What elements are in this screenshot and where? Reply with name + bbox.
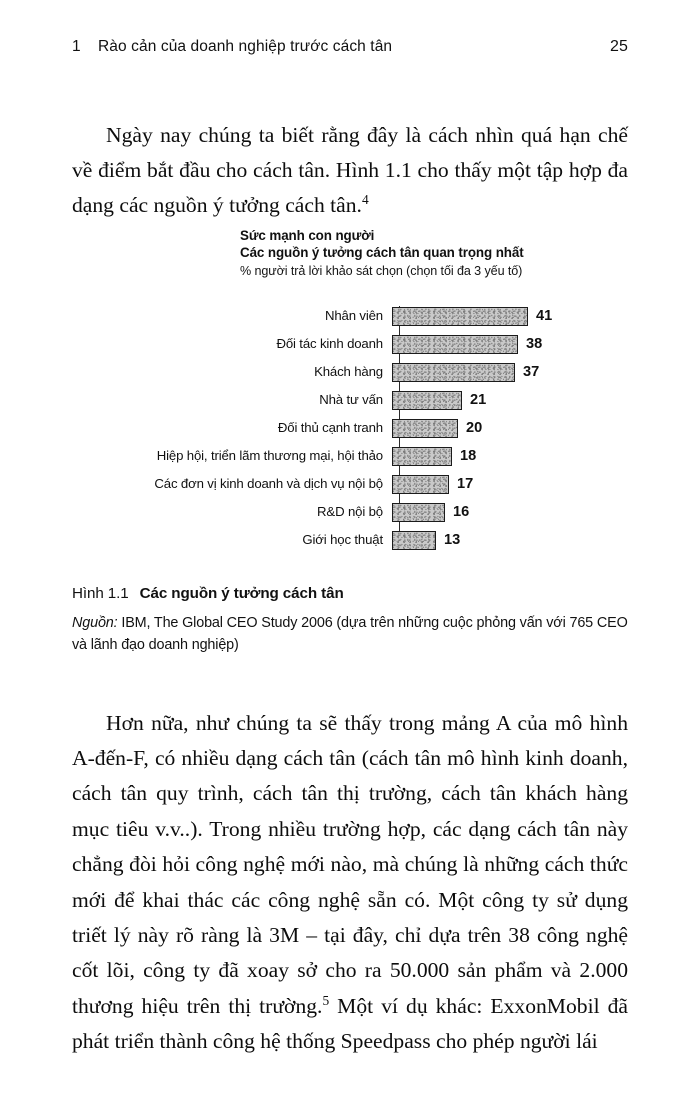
bar-category-label: Giới học thuật xyxy=(302,532,383,547)
bar-rect xyxy=(392,335,518,354)
bar-row xyxy=(72,416,628,440)
caption-figure-number: Hình 1.1 xyxy=(72,585,129,602)
source-text: IBM, The Global CEO Study 2006 (dựa trên những cuộc phỏng vấn với 765 CEO và lãnh đạo doanh nghiệp) xyxy=(72,615,628,653)
bar-row xyxy=(72,472,628,496)
bar-category-label: R&D nội bộ xyxy=(317,504,383,519)
running-head xyxy=(72,38,628,62)
bar-rect xyxy=(392,447,452,466)
bar-row xyxy=(72,304,628,328)
bar-category-label: Đối tác kinh doanh xyxy=(276,336,383,351)
bar-value-label: 17 xyxy=(457,475,474,492)
bar-row xyxy=(72,360,628,384)
bar-value-label: 37 xyxy=(523,363,540,380)
chart-subtitle: Các nguồn ý tưởng cách tân quan trọng nhất xyxy=(240,245,524,260)
bar-value-label: 38 xyxy=(526,335,543,352)
bar-value-label: 21 xyxy=(470,391,487,408)
bar-rect xyxy=(392,363,515,382)
bar-track xyxy=(392,388,628,412)
running-head-chapter-number: 1 xyxy=(72,38,81,55)
bar-category-label: Đối thủ cạnh tranh xyxy=(277,420,383,435)
bar-row xyxy=(72,444,628,468)
paragraph-body-text: Hơn nữa, như chúng ta sẽ thấy trong mảng A của mô hình A-đến-F, có nhiều dạng cách tân (cách tân mô hình kinh doanh, cách tân quy trình, cách tân thị trường, cách tân khách hàng mục tiêu v.v..). Trong nhiều trường hợp, các dạng cách tân này chẳng đòi hỏi công nghệ mới nào, mà chúng là những cách thức mới để khai thác các công nghệ sẵn có. Một công ty sử dụng triết lý này rõ ràng là 3M – tại đây, chỉ dựa trên 38 công nghệ cốt lõi, công ty đã xoay sở cho ra 50.000 sản phẩm và 2.000 thương hiệu trên thị trường. xyxy=(72,710,628,1018)
bar-track xyxy=(392,528,628,552)
figure-1-1 xyxy=(72,228,628,558)
bar-track xyxy=(392,416,628,440)
bar-rect xyxy=(392,391,462,410)
bar-rect xyxy=(392,419,458,438)
bar-track xyxy=(392,444,628,468)
bar-track xyxy=(392,360,628,384)
bar-rect xyxy=(392,531,436,550)
bar-category-label: Nhân viên xyxy=(324,308,383,323)
bar-value-label: 13 xyxy=(444,531,461,548)
bar-value-label: 20 xyxy=(466,419,483,436)
bar-category-label: Nhà tư vấn xyxy=(319,392,383,407)
bar-row xyxy=(72,332,628,356)
caption-title: Các nguồn ý tưởng cách tân xyxy=(139,585,344,602)
chart-title-block xyxy=(240,228,628,281)
chart-note: % người trả lời khảo sát chọn (chọn tối đa 3 yếu tố) xyxy=(240,264,523,278)
bar-track xyxy=(392,304,628,328)
bar-category-label: Hiệp hội, triển lãm thương mại, hội thảo xyxy=(156,448,383,463)
footnote-marker-4: 4 xyxy=(361,192,369,208)
paragraph-body-tail: Một ví dụ khác: ExxonMobil đã phát triển thành công hệ thống Speedpass cho phép người lái xyxy=(72,993,628,1054)
paragraph-body xyxy=(72,706,628,1060)
bar-track xyxy=(392,472,628,496)
paragraph-intro xyxy=(72,118,628,224)
page-number: 25 xyxy=(610,38,628,55)
running-head-title: Rào cản của doanh nghiệp trước cách tân xyxy=(98,38,393,55)
caption-line xyxy=(72,583,628,605)
bar-track xyxy=(392,332,628,356)
bar-chart xyxy=(72,304,628,552)
source-label: Nguồn: xyxy=(72,615,118,631)
chart-title: Sức mạnh con người xyxy=(240,228,375,243)
bar-row xyxy=(72,528,628,552)
bar-row xyxy=(72,500,628,524)
bar-value-label: 18 xyxy=(460,447,477,464)
figure-source xyxy=(72,613,628,656)
bar-rect xyxy=(392,503,445,522)
bar-rect xyxy=(392,307,528,326)
bar-value-label: 16 xyxy=(453,503,470,520)
bar-value-label: 41 xyxy=(536,307,553,324)
footnote-marker-5: 5 xyxy=(322,992,330,1008)
bar-category-label: Các đơn vị kinh doanh và dịch vụ nội bộ xyxy=(154,476,383,491)
figure-caption xyxy=(72,583,628,656)
bar-category-label: Khách hàng xyxy=(314,364,383,379)
bar-track xyxy=(392,500,628,524)
paragraph-intro-text: Ngày nay chúng ta biết rằng đây là cách nhìn quá hạn chế về điểm bắt đầu cho cách tân. Hình 1.1 cho thấy một tập hợp đa dạng các nguồn ý tưởng cách tân. xyxy=(72,122,628,218)
bar-row xyxy=(72,388,628,412)
bar-rect xyxy=(392,475,449,494)
